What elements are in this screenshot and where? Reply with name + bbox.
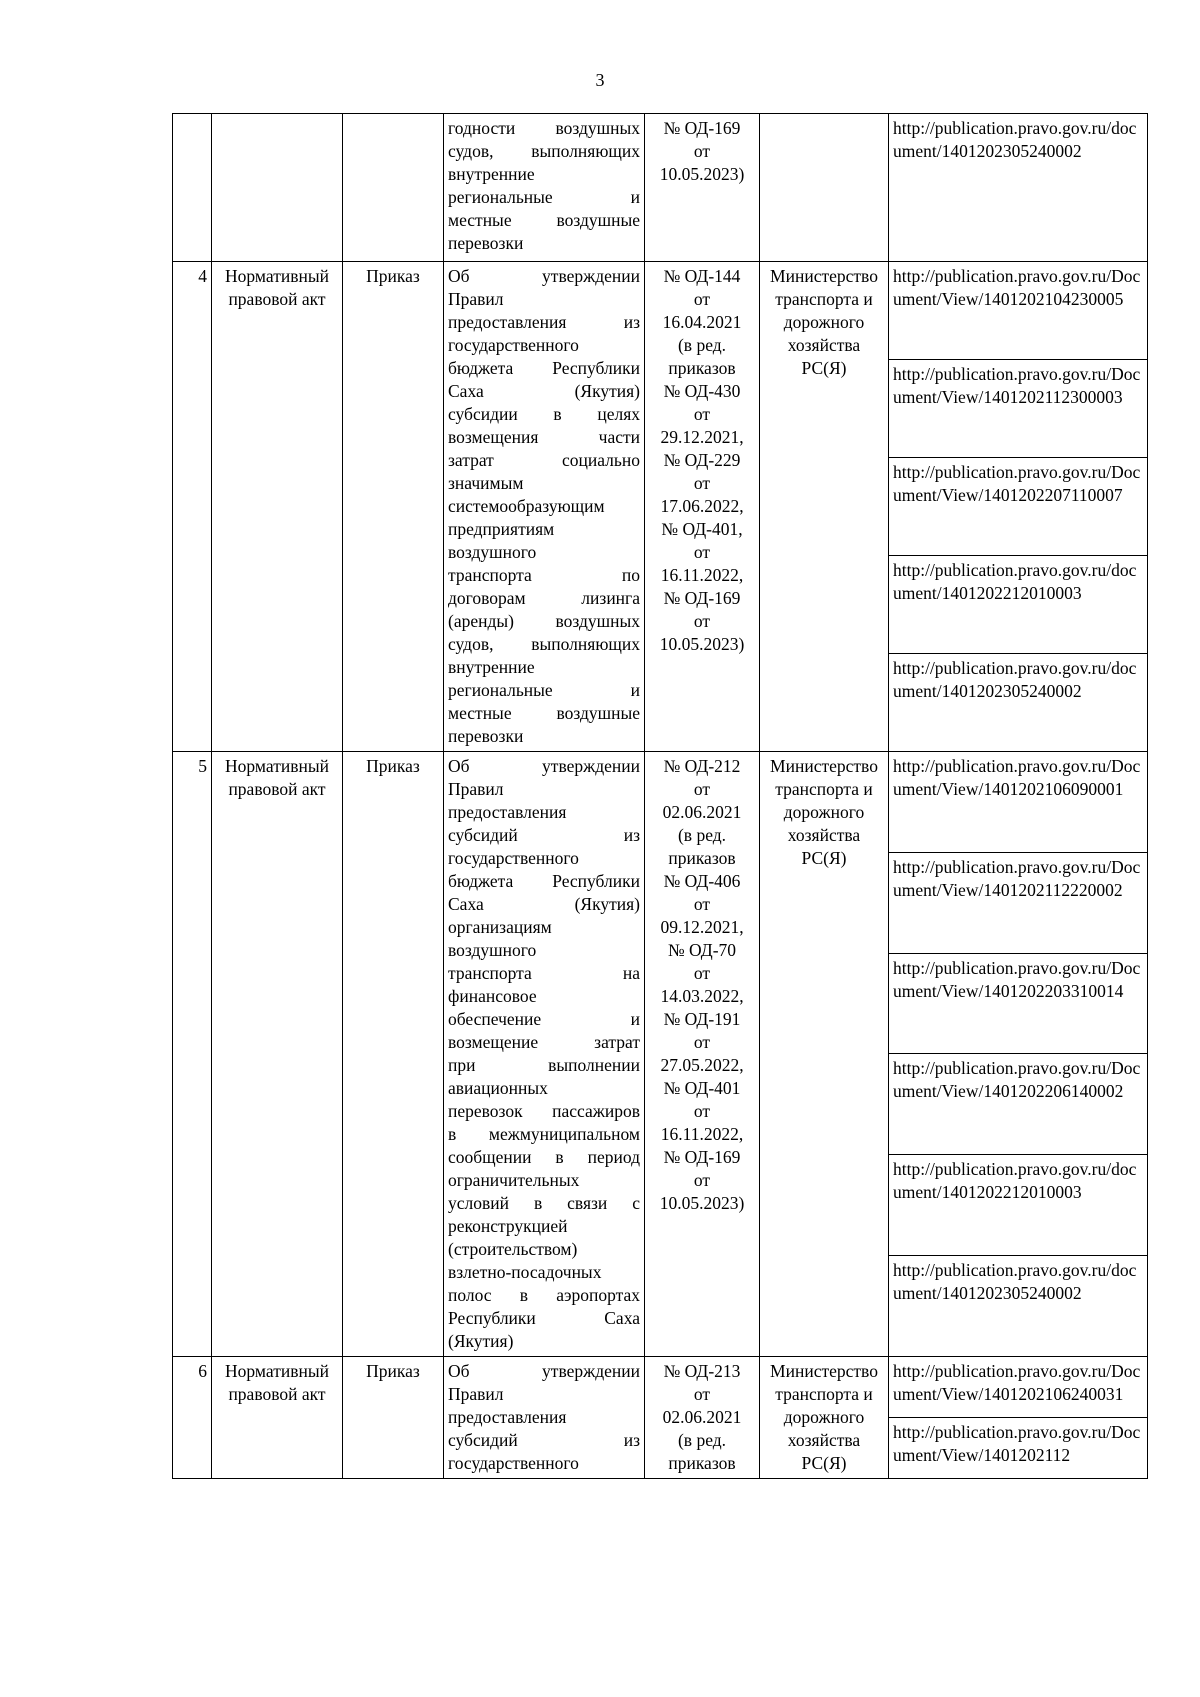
title-line: судов, выполняющих (448, 634, 640, 654)
title-line: транспорта на (448, 963, 640, 983)
title-line: государственного (448, 848, 579, 868)
registration-line: от (693, 963, 711, 983)
row-number (173, 114, 212, 262)
title-line: реконструкцией (448, 1216, 568, 1236)
title-line: субсидий из (448, 825, 640, 845)
table-row (173, 262, 1148, 360)
title-line: затрат социально (448, 450, 640, 470)
title-line: авиационных (448, 1078, 548, 1098)
document-form: Приказ (343, 752, 444, 1357)
title-line: при выполнении (448, 1055, 640, 1075)
title-line: организациям (448, 917, 552, 937)
title-line: сообщении в период (448, 1147, 640, 1167)
registration-line: (в ред. (677, 1430, 727, 1450)
registration-line: 27.05.2022, (660, 1055, 744, 1075)
title-line: внутренние (448, 657, 535, 677)
registration-line: № ОД-406 (663, 871, 741, 891)
title-line: (аренды) воздушных (448, 611, 640, 631)
title-line: финансовое (448, 986, 537, 1006)
publication-link[interactable]: http://publication.pravo.gov.ru/Document/View/1401202112220002 (889, 852, 1148, 953)
title-line: местные воздушные (448, 703, 640, 723)
title-line: региональные и (448, 680, 640, 700)
issuing-authority: Министерство транспорта и дорожного хозяйства РС(Я) (760, 752, 889, 1357)
registration-line: приказов (668, 848, 736, 868)
title-line: Об утверждении (448, 1361, 640, 1381)
publication-link[interactable]: http://publication.pravo.gov.ru/Document/View/1401202104230005 (889, 262, 1148, 360)
registration-line: (в ред. (677, 335, 727, 355)
registration-line: № ОД-169 (663, 1147, 741, 1167)
registration-line: от (693, 1384, 711, 1404)
table-row (173, 114, 1148, 262)
title-line: обеспечение и (448, 1009, 640, 1029)
registration-line: 10.05.2023) (659, 1193, 745, 1213)
issuing-authority: Министерство транспорта и дорожного хозяйства РС(Я) (760, 1357, 889, 1479)
title-line: местные воздушные (448, 210, 640, 230)
title-line: в межмуниципальном (448, 1124, 640, 1144)
title-line: государственного (448, 1453, 579, 1473)
title-line: (строительством) (448, 1239, 578, 1259)
title-line: Об утверждении (448, 756, 640, 776)
registration-line: от (693, 473, 711, 493)
registration-line: от (693, 1032, 711, 1052)
title-line: региональные и (448, 187, 640, 207)
document-title (444, 752, 645, 1357)
title-line: перевозки (448, 726, 524, 746)
registration-line: 09.12.2021, (660, 917, 744, 937)
document-type: Нормативный правовой акт (212, 262, 343, 752)
title-line: системообразующим (448, 496, 605, 516)
title-line: полос в аэропортах (448, 1285, 640, 1305)
publication-link[interactable]: http://publication.pravo.gov.ru/Document/View/1401202112 (889, 1418, 1148, 1479)
publication-link[interactable]: http://publication.pravo.gov.ru/document/1401202212010003 (889, 556, 1148, 654)
title-line: воздушного (448, 542, 537, 562)
registration-line: от (693, 779, 711, 799)
row-number: 4 (173, 262, 212, 752)
registration-line: № ОД-70 (667, 940, 737, 960)
publication-link[interactable]: http://publication.pravo.gov.ru/document/1401202212010003 (889, 1155, 1148, 1256)
registration-line: 16.11.2022, (660, 1124, 744, 1144)
registration-details (645, 752, 760, 1357)
registration-line: № ОД-401, (661, 519, 743, 539)
registration-line: № ОД-212 (663, 756, 741, 776)
registration-line: 16.04.2021 (662, 312, 742, 332)
title-line: взлетно-посадочных (448, 1262, 602, 1282)
title-line: возмещения части (448, 427, 640, 447)
row-number: 6 (173, 1357, 212, 1479)
registration-details (645, 1357, 760, 1479)
document-form: Приказ (343, 262, 444, 752)
registration-line: от (693, 542, 711, 562)
publication-link[interactable]: http://publication.pravo.gov.ru/document/1401202305240002 (889, 114, 1148, 262)
publication-link[interactable]: http://publication.pravo.gov.ru/document/1401202305240002 (889, 654, 1148, 752)
table-row (173, 1357, 1148, 1418)
registration-line: (в ред. (677, 825, 727, 845)
registration-line: № ОД-191 (663, 1009, 741, 1029)
issuing-authority (760, 114, 889, 262)
registration-line: от (693, 404, 711, 424)
registration-line: 10.05.2023) (659, 164, 745, 184)
title-line: условий в связи с (448, 1193, 640, 1213)
document-form: Приказ (343, 1357, 444, 1479)
registration-line: 02.06.2021 (662, 1407, 742, 1427)
title-line: Саха (Якутия) (448, 894, 640, 914)
title-line: Саха (Якутия) (448, 381, 640, 401)
registration-details (645, 114, 760, 262)
registration-line: 29.12.2021, (660, 427, 744, 447)
title-line: государственного (448, 335, 579, 355)
registration-line: № ОД-229 (663, 450, 741, 470)
registration-line: от (693, 1101, 711, 1121)
title-line: Правил (448, 779, 504, 799)
title-line: годности воздушных (448, 118, 640, 138)
registration-line: № ОД-213 (663, 1361, 741, 1381)
document-type (212, 114, 343, 262)
registration-line: от (693, 894, 711, 914)
document-type: Нормативный правовой акт (212, 1357, 343, 1479)
table-row (173, 752, 1148, 853)
title-line: предоставления (448, 1407, 567, 1427)
issuing-authority: Министерство транспорта и дорожного хозяйства РС(Я) (760, 262, 889, 752)
document-title (444, 114, 645, 262)
publication-link[interactable]: http://publication.pravo.gov.ru/Document/View/1401202207110007 (889, 458, 1148, 556)
title-line: перевозки (448, 233, 524, 253)
document-title (444, 262, 645, 752)
title-line: предоставления (448, 802, 567, 822)
title-line: договорам лизинга (448, 588, 640, 608)
registration-line: № ОД-169 (663, 118, 741, 138)
title-line: субсидий из (448, 1430, 640, 1450)
registration-line: приказов (668, 1453, 736, 1473)
title-line: ограничительных (448, 1170, 580, 1190)
publication-link[interactable]: http://publication.pravo.gov.ru/Document/View/1401202206140002 (889, 1054, 1148, 1155)
registry-table (172, 113, 1148, 1479)
registration-line: № ОД-430 (663, 381, 741, 401)
title-line: бюджета Республики (448, 871, 640, 891)
document-type: Нормативный правовой акт (212, 752, 343, 1357)
title-line: внутренние (448, 164, 535, 184)
registration-line: № ОД-144 (663, 266, 741, 286)
title-line: возмещение затрат (448, 1032, 640, 1052)
title-line: субсидии в целях (448, 404, 640, 424)
title-line: Правил (448, 289, 504, 309)
title-line: транспорта по (448, 565, 640, 585)
registration-line: 02.06.2021 (662, 802, 742, 822)
title-line: перевозок пассажиров (448, 1101, 640, 1121)
title-line: Республики Саха (448, 1308, 640, 1328)
document-form (343, 114, 444, 262)
document-title (444, 1357, 645, 1479)
publication-link[interactable]: http://publication.pravo.gov.ru/document/1401202305240002 (889, 1256, 1148, 1357)
registration-line: 16.11.2022, (660, 565, 744, 585)
registration-line: 17.06.2022, (660, 496, 744, 516)
title-line: предоставления из (448, 312, 640, 332)
publication-link[interactable]: http://publication.pravo.gov.ru/Document/View/1401202106090001 (889, 752, 1148, 853)
registration-line: от (693, 1170, 711, 1190)
page-number: 3 (595, 70, 605, 90)
row-number: 5 (173, 752, 212, 1357)
registration-line: № ОД-401 (663, 1078, 741, 1098)
publication-link[interactable]: http://publication.pravo.gov.ru/Document/View/1401202203310014 (889, 953, 1148, 1054)
title-line: (Якутия) (448, 1331, 514, 1351)
publication-link[interactable]: http://publication.pravo.gov.ru/Document/View/1401202106240031 (889, 1357, 1148, 1418)
registration-line: от (693, 611, 711, 631)
registration-line: от (693, 141, 711, 161)
title-line: судов, выполняющих (448, 141, 640, 161)
title-line: Об утверждении (448, 266, 640, 286)
registration-details (645, 262, 760, 752)
title-line: Правил (448, 1384, 504, 1404)
publication-link[interactable]: http://publication.pravo.gov.ru/Document/View/1401202112300003 (889, 360, 1148, 458)
registration-line: от (693, 289, 711, 309)
registration-line: приказов (668, 358, 736, 378)
registration-line: 14.03.2022, (660, 986, 744, 1006)
registration-line: 10.05.2023) (659, 634, 745, 654)
title-line: бюджета Республики (448, 358, 640, 378)
title-line: воздушного (448, 940, 537, 960)
registration-line: № ОД-169 (663, 588, 741, 608)
title-line: значимым (448, 473, 524, 493)
title-line: предприятиям (448, 519, 555, 539)
